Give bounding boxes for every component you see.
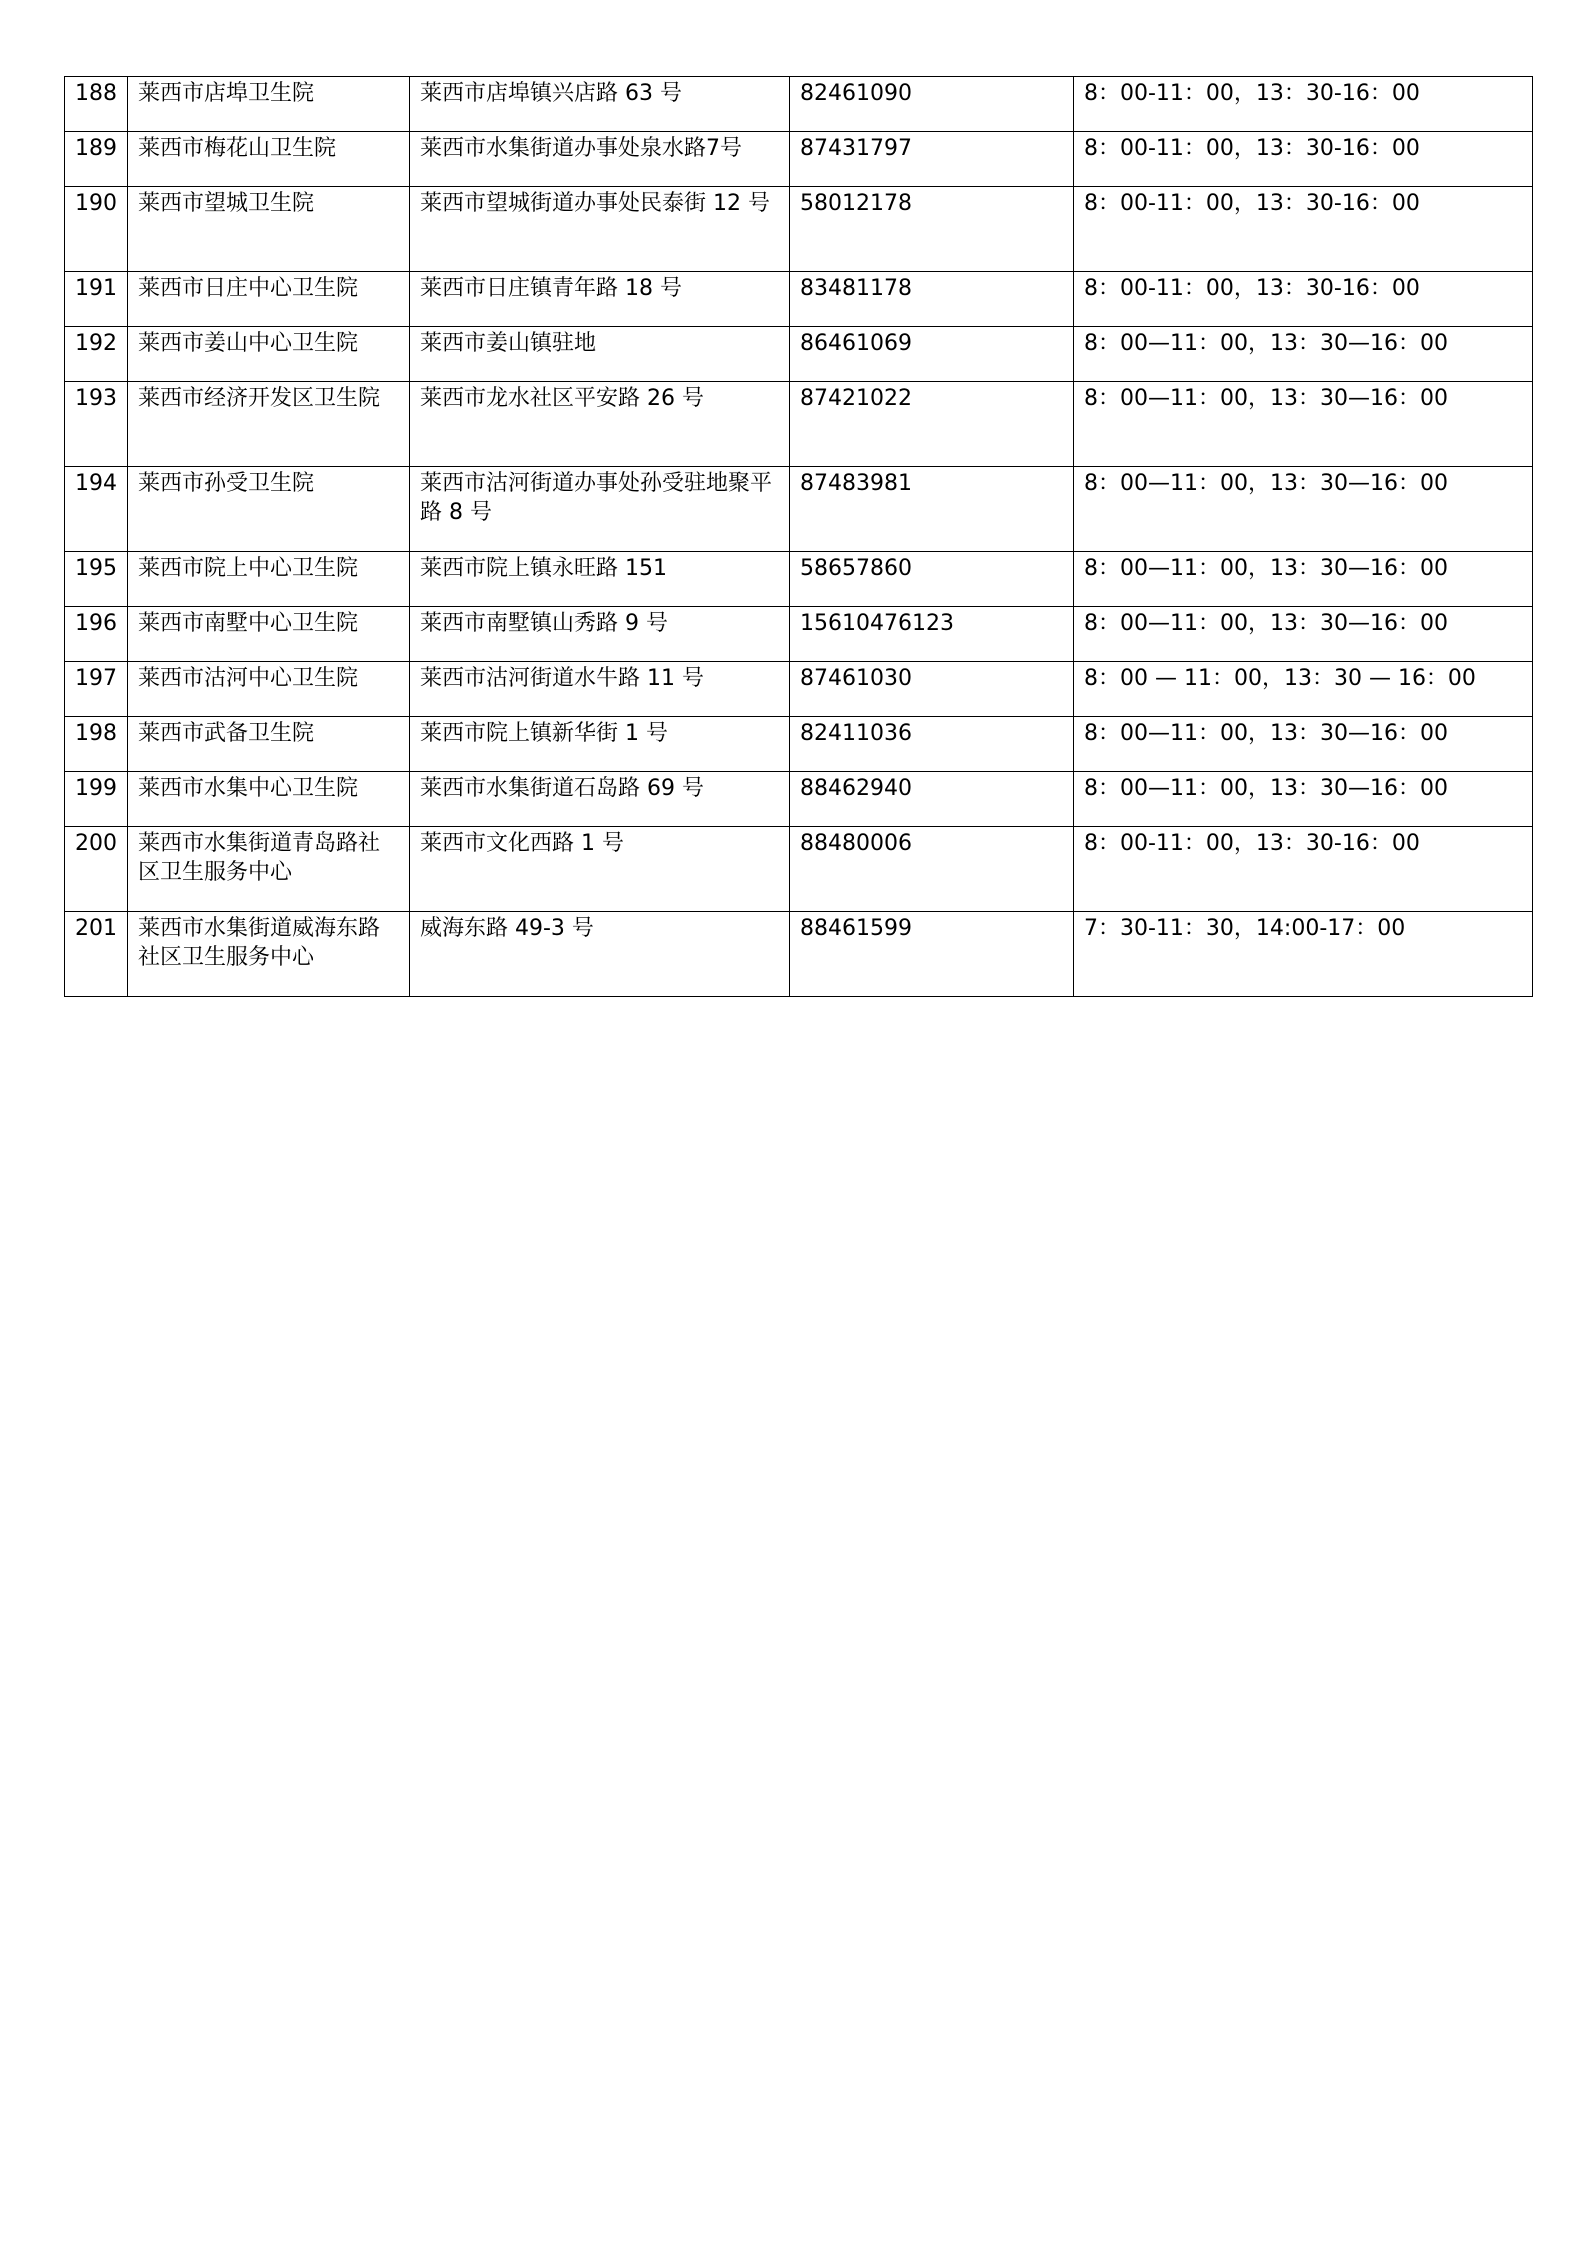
row-number: 193 — [65, 382, 128, 467]
clinic-table-container — [64, 76, 1533, 997]
clinic-phone: 83481178 — [790, 272, 1074, 327]
table-row — [65, 77, 1533, 132]
table-row — [65, 772, 1533, 827]
row-number: 188 — [65, 77, 128, 132]
clinic-address: 莱西市水集街道办事处泉水路7号 — [410, 132, 790, 187]
row-number: 201 — [65, 912, 128, 997]
clinic-hours: 8：00—11：00，13：30—16：00 — [1074, 467, 1533, 552]
clinic-address: 莱西市店埠镇兴店路 63 号 — [410, 77, 790, 132]
table-row — [65, 272, 1533, 327]
row-number: 192 — [65, 327, 128, 382]
table-row — [65, 382, 1533, 467]
row-number: 194 — [65, 467, 128, 552]
row-number: 195 — [65, 552, 128, 607]
clinic-name: 莱西市水集街道青岛路社区卫生服务中心 — [128, 827, 410, 912]
clinic-hours: 8：00 — 11：00，13：30 — 16：00 — [1074, 662, 1533, 717]
clinic-address: 威海东路 49-3 号 — [410, 912, 790, 997]
row-number: 191 — [65, 272, 128, 327]
clinic-name: 莱西市南墅中心卫生院 — [128, 607, 410, 662]
table-row — [65, 467, 1533, 552]
clinic-address: 莱西市望城街道办事处民泰街 12 号 — [410, 187, 790, 272]
clinic-address: 莱西市日庄镇青年路 18 号 — [410, 272, 790, 327]
clinic-hours: 7：30-11：30，14:00-17：00 — [1074, 912, 1533, 997]
table-row — [65, 607, 1533, 662]
table-row — [65, 552, 1533, 607]
clinic-hours: 8：00—11：00，13：30—16：00 — [1074, 772, 1533, 827]
clinic-name: 莱西市武备卫生院 — [128, 717, 410, 772]
clinic-hours: 8：00-11：00，13：30-16：00 — [1074, 827, 1533, 912]
clinic-address: 莱西市龙水社区平安路 26 号 — [410, 382, 790, 467]
clinic-phone: 82461090 — [790, 77, 1074, 132]
clinic-phone: 88461599 — [790, 912, 1074, 997]
clinic-address: 莱西市沽河街道水牛路 11 号 — [410, 662, 790, 717]
clinic-table — [64, 76, 1533, 997]
clinic-address: 莱西市沽河街道办事处孙受驻地聚平路 8 号 — [410, 467, 790, 552]
clinic-name: 莱西市日庄中心卫生院 — [128, 272, 410, 327]
clinic-address: 莱西市文化西路 1 号 — [410, 827, 790, 912]
clinic-phone: 88462940 — [790, 772, 1074, 827]
clinic-hours: 8：00—11：00，13：30—16：00 — [1074, 382, 1533, 467]
clinic-hours: 8：00—11：00，13：30—16：00 — [1074, 717, 1533, 772]
clinic-hours: 8：00-11：00，13：30-16：00 — [1074, 132, 1533, 187]
row-number: 199 — [65, 772, 128, 827]
clinic-name: 莱西市经济开发区卫生院 — [128, 382, 410, 467]
clinic-address: 莱西市南墅镇山秀路 9 号 — [410, 607, 790, 662]
table-row — [65, 132, 1533, 187]
clinic-hours: 8：00—11：00，13：30—16：00 — [1074, 607, 1533, 662]
clinic-name: 莱西市院上中心卫生院 — [128, 552, 410, 607]
row-number: 198 — [65, 717, 128, 772]
row-number: 196 — [65, 607, 128, 662]
clinic-name: 莱西市沽河中心卫生院 — [128, 662, 410, 717]
clinic-hours: 8：00—11：00，13：30—16：00 — [1074, 552, 1533, 607]
clinic-address: 莱西市姜山镇驻地 — [410, 327, 790, 382]
clinic-phone: 87421022 — [790, 382, 1074, 467]
clinic-phone: 58012178 — [790, 187, 1074, 272]
row-number: 200 — [65, 827, 128, 912]
row-number: 189 — [65, 132, 128, 187]
table-row — [65, 662, 1533, 717]
clinic-phone: 86461069 — [790, 327, 1074, 382]
table-row — [65, 912, 1533, 997]
table-row — [65, 717, 1533, 772]
clinic-phone: 87431797 — [790, 132, 1074, 187]
clinic-name: 莱西市孙受卫生院 — [128, 467, 410, 552]
clinic-name: 莱西市水集中心卫生院 — [128, 772, 410, 827]
clinic-phone: 87483981 — [790, 467, 1074, 552]
clinic-address: 莱西市院上镇新华街 1 号 — [410, 717, 790, 772]
clinic-address: 莱西市水集街道石岛路 69 号 — [410, 772, 790, 827]
clinic-name: 莱西市店埠卫生院 — [128, 77, 410, 132]
clinic-phone: 82411036 — [790, 717, 1074, 772]
clinic-phone: 87461030 — [790, 662, 1074, 717]
clinic-hours: 8：00-11：00，13：30-16：00 — [1074, 272, 1533, 327]
row-number: 197 — [65, 662, 128, 717]
clinic-hours: 8：00-11：00，13：30-16：00 — [1074, 187, 1533, 272]
clinic-phone: 15610476123 — [790, 607, 1074, 662]
clinic-name: 莱西市梅花山卫生院 — [128, 132, 410, 187]
clinic-hours: 8：00-11：00，13：30-16：00 — [1074, 77, 1533, 132]
table-row — [65, 187, 1533, 272]
table-row — [65, 827, 1533, 912]
clinic-phone: 88480006 — [790, 827, 1074, 912]
clinic-phone: 58657860 — [790, 552, 1074, 607]
clinic-name: 莱西市姜山中心卫生院 — [128, 327, 410, 382]
table-row — [65, 327, 1533, 382]
clinic-name: 莱西市水集街道威海东路社区卫生服务中心 — [128, 912, 410, 997]
table-body — [65, 77, 1533, 997]
clinic-hours: 8：00—11：00，13：30—16：00 — [1074, 327, 1533, 382]
clinic-name: 莱西市望城卫生院 — [128, 187, 410, 272]
clinic-address: 莱西市院上镇永旺路 151 — [410, 552, 790, 607]
row-number: 190 — [65, 187, 128, 272]
